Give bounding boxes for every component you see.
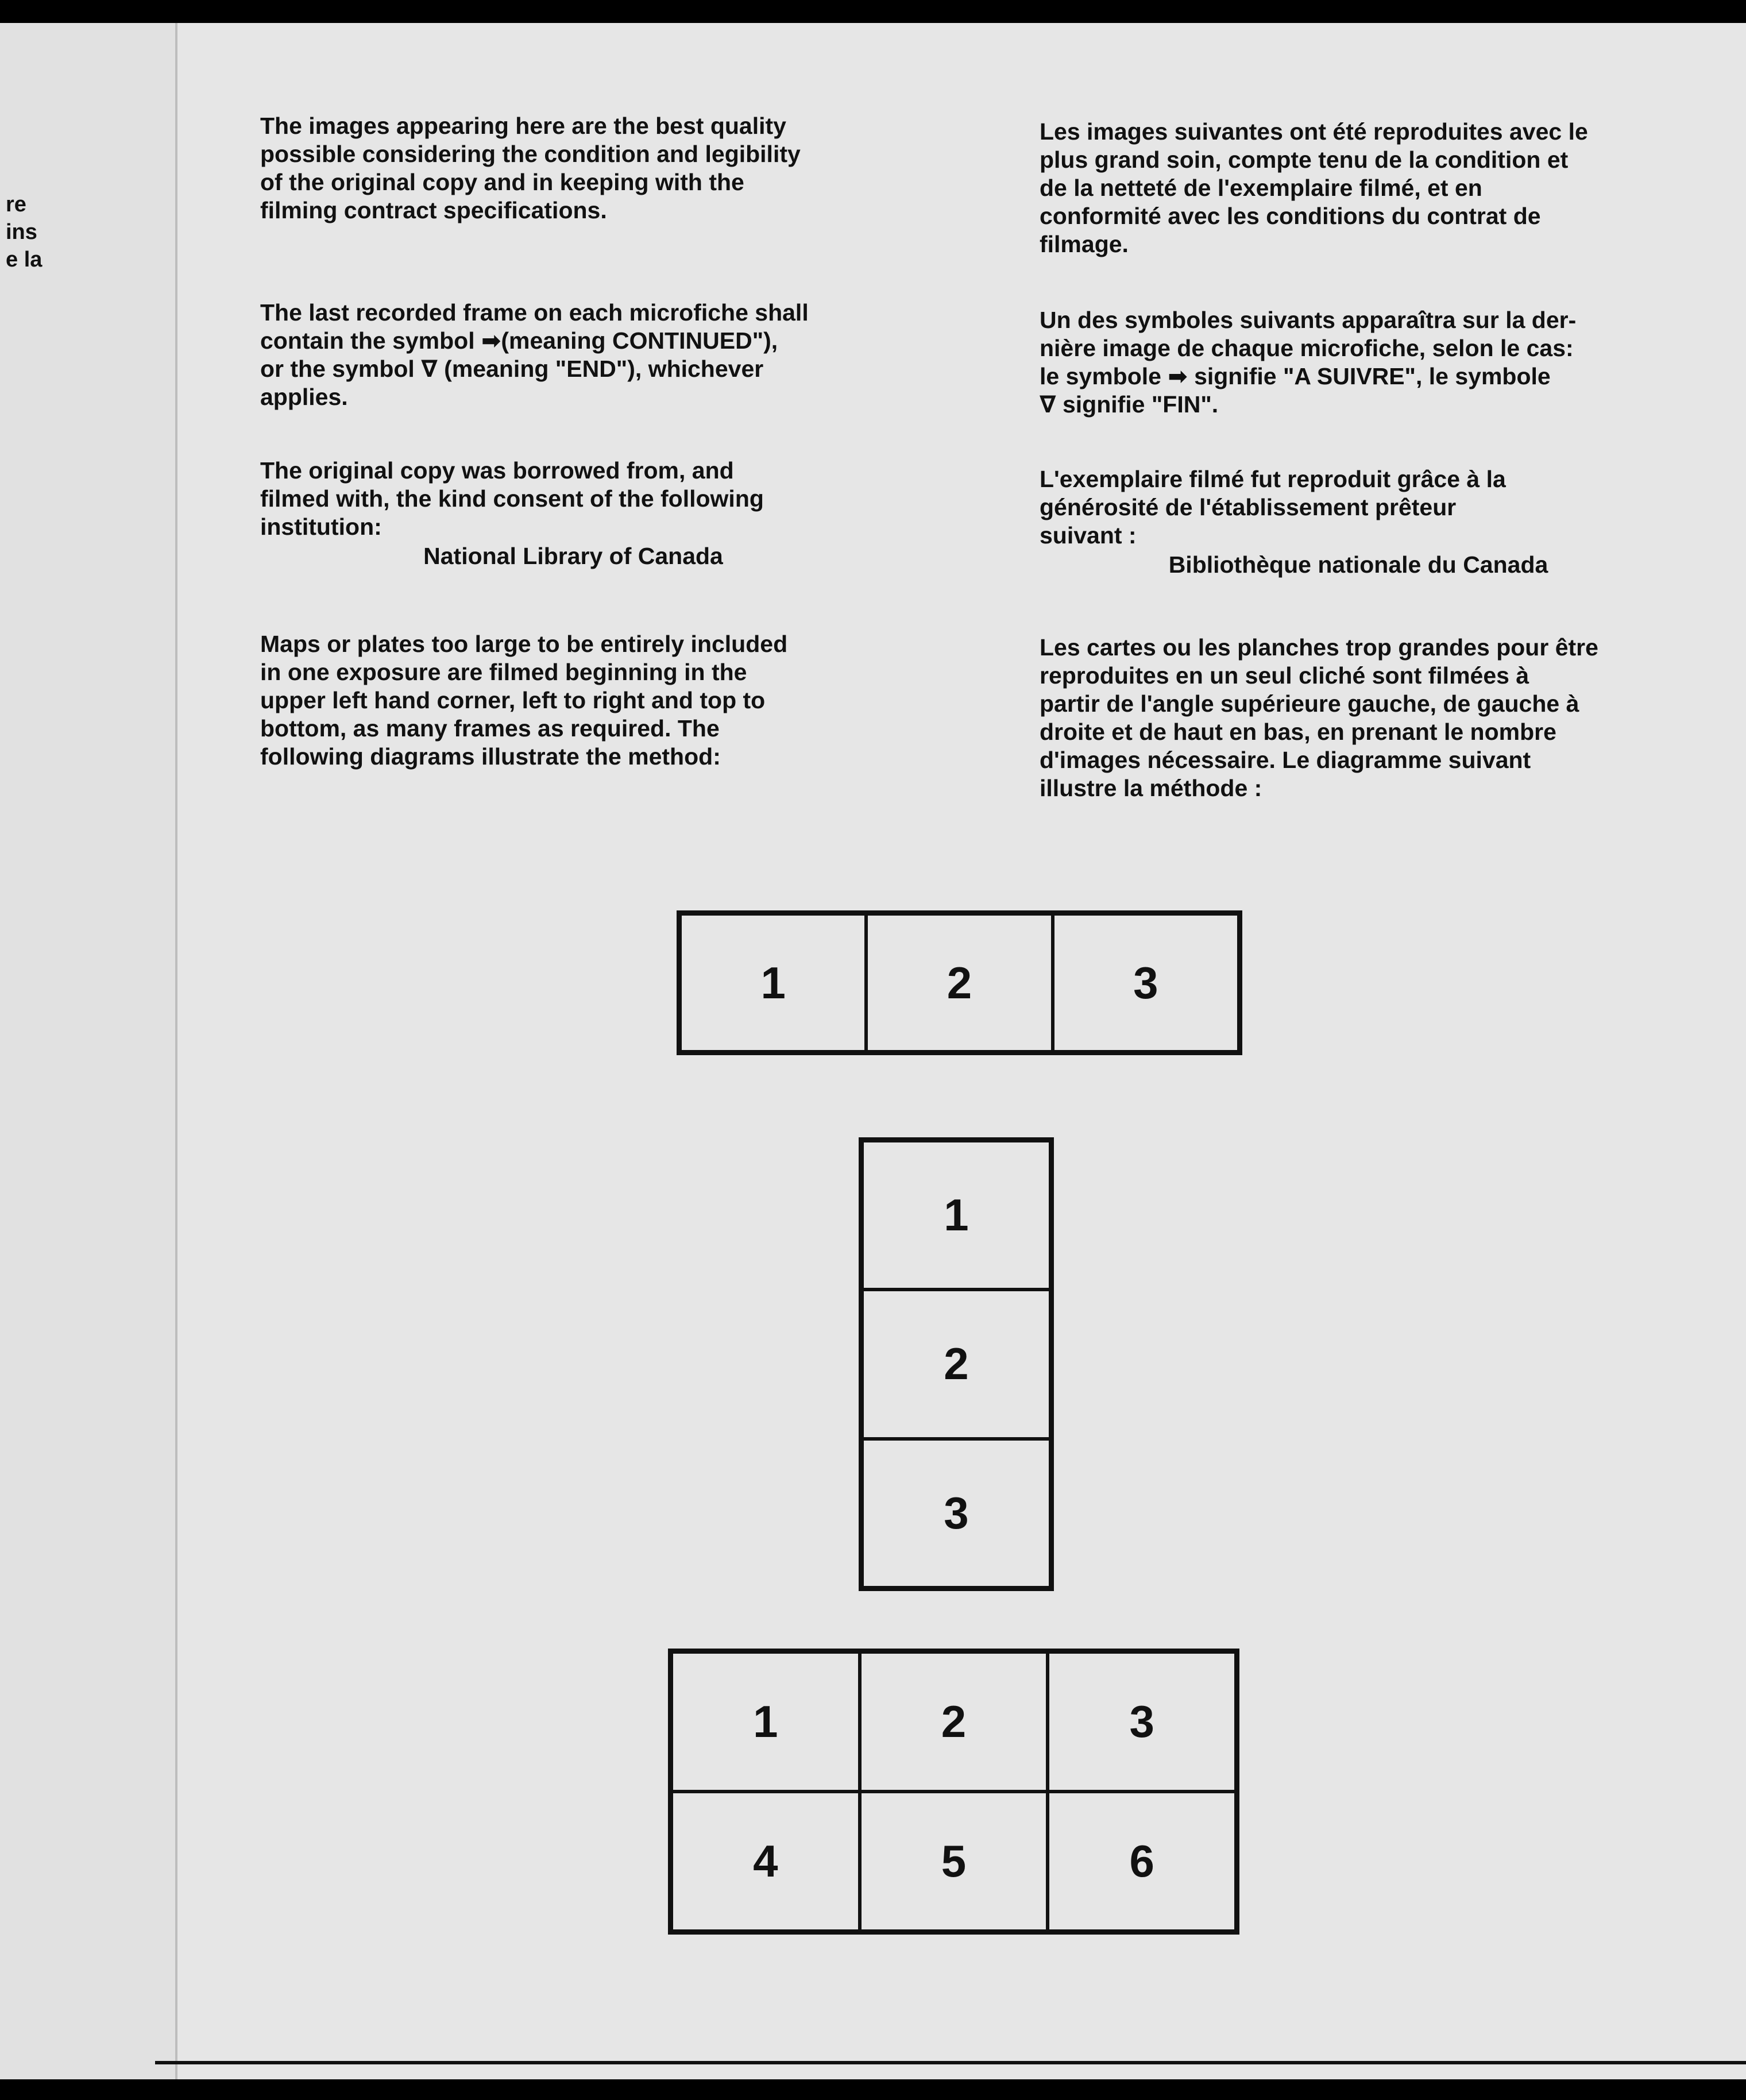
bottom-rule [155, 2061, 1746, 2064]
text-line: institution: [260, 514, 382, 540]
text-line: in one exposure are filmed beginning in the [260, 659, 747, 685]
text-line: d'images nécessaire. Le diagramme suivant [1040, 747, 1531, 773]
text-line: applies. [260, 384, 348, 410]
text-line: plus grand soin, compte tenu de la condition et [1040, 146, 1569, 173]
text-line: filming contract specifications. [260, 197, 607, 223]
text-line: droite et de haut en bas, en prenant le nombre [1040, 719, 1556, 745]
frame-cell: 1 [671, 1652, 860, 1792]
frame-cell: 3 [862, 1439, 1050, 1588]
diagram-grid-frames [668, 1649, 1239, 1935]
text-line: conformité avec les conditions du contrat de [1040, 203, 1541, 229]
institution-name: Bibliothèque nationale du Canada [1168, 551, 1548, 578]
text-line: possible considering the condition and legibility [260, 141, 801, 167]
text-line: illustre la méthode : [1040, 775, 1262, 801]
text-line: bottom, as many frames as required. The [260, 715, 720, 742]
french-paragraph-symbols [1040, 306, 1677, 419]
french-paragraph-maps [1040, 634, 1677, 802]
frame-cell: 4 [671, 1792, 860, 1931]
english-paragraph-institution [260, 457, 886, 570]
text-line: The images appearing here are the best quality [260, 113, 786, 139]
frame-cell: 2 [862, 1290, 1050, 1438]
text-line: or the symbol ∇ (meaning "END"), whichever [260, 356, 764, 382]
text-line: following diagrams illustrate the method: [260, 743, 721, 770]
text-line: contain the symbol ➡(meaning CONTINUED"), [260, 327, 778, 354]
text-line: The last recorded frame on each microfiche shall [260, 299, 809, 326]
frame-cell: 3 [1053, 914, 1239, 1052]
text-line: reproduites en un seul cliché sont filmées à [1040, 662, 1529, 689]
text-line: filmed with, the kind consent of the following [260, 485, 764, 512]
left-fragment-text: e la [6, 248, 43, 272]
english-paragraph-maps [260, 630, 886, 771]
english-paragraph-symbols [260, 299, 886, 411]
text-line: Les cartes ou les planches trop grandes pour être [1040, 634, 1598, 661]
adjacent-page-strip [0, 23, 177, 2079]
microfiche-target-page [0, 23, 1746, 2079]
text-line: Les images suivantes ont été reproduites avec le [1040, 118, 1588, 145]
institution-name: National Library of Canada [423, 543, 723, 569]
left-fragment-text: ins [6, 220, 37, 244]
text-line: The original copy was borrowed from, and [260, 457, 734, 484]
frame-cell: 2 [866, 914, 1052, 1052]
frame-cell: 3 [1048, 1652, 1236, 1792]
text-line: Maps or plates too large to be entirely included [260, 631, 788, 657]
diagram-horizontal-frames [677, 910, 1242, 1055]
frame-cell: 5 [860, 1792, 1048, 1931]
diagram-vertical-frames [859, 1137, 1054, 1591]
frame-cell: 6 [1048, 1792, 1236, 1931]
french-paragraph-institution [1040, 465, 1677, 579]
text-line: filmage. [1040, 231, 1129, 257]
text-line: de la netteté de l'exemplaire filmé, et en [1040, 175, 1482, 201]
text-line: upper left hand corner, left to right and top to [260, 687, 766, 713]
frame-cell: 1 [862, 1141, 1050, 1290]
text-line: of the original copy and in keeping with the [260, 169, 744, 195]
text-line: nière image de chaque microfiche, selon le cas: [1040, 335, 1574, 361]
frame-cell: 1 [680, 914, 866, 1052]
text-line: le symbole ➡ signifie "A SUIVRE", le symbole [1040, 363, 1551, 389]
text-line: ∇ signifie "FIN". [1040, 391, 1219, 418]
frame-cell: 2 [860, 1652, 1048, 1792]
text-line: partir de l'angle supérieure gauche, de gauche à [1040, 690, 1579, 717]
english-paragraph-quality [260, 112, 886, 225]
left-fragment-text: re [6, 192, 26, 217]
text-line: L'exemplaire filmé fut reproduit grâce à la [1040, 466, 1506, 492]
text-line: suivant : [1040, 522, 1137, 549]
text-line: Un des symboles suivants apparaîtra sur la der- [1040, 307, 1577, 333]
text-line: générosité de l'établissement prêteur [1040, 494, 1457, 520]
french-paragraph-quality [1040, 118, 1677, 258]
